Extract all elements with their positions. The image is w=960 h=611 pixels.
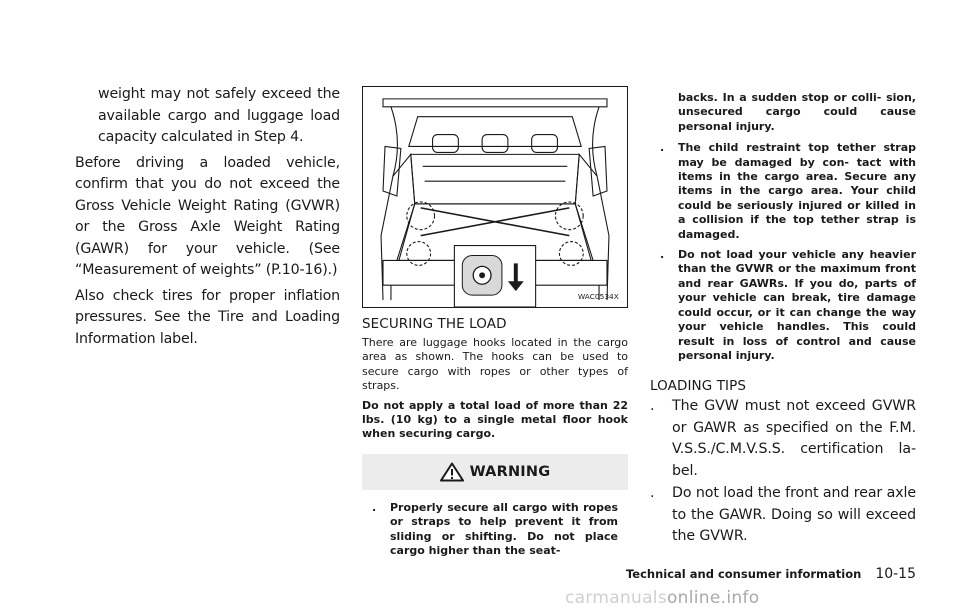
warning-item xyxy=(650,248,916,363)
figure-code: WAC0534X xyxy=(577,292,619,302)
column-middle xyxy=(362,0,628,563)
warning-item xyxy=(650,141,916,242)
hooks-paragraph: There are luggage hooks located in the cargo area as shown. The hooks can be used to secure cargo with ropes or other types of straps. xyxy=(362,336,628,393)
warning-item-text: Do not load your vehicle any heavier than the GVWR or the maximum front and rear GAWRs. If you do, parts of your vehicle can break, tire damage could occur, or it can change the way your vehicle handles. This could result in loss of control and cause personal injury. xyxy=(678,248,916,362)
tip-item xyxy=(650,396,916,482)
bullet-dot: . xyxy=(660,248,665,262)
page-number: 10-15 xyxy=(875,566,916,582)
watermark-part2: online.info xyxy=(666,588,760,608)
warning-triangle-icon xyxy=(440,462,464,482)
gvwr-paragraph: Before driving a loaded vehicle, confirm that you do not exceed the Gross Vehicle Weight Rating (GVWR) or the Gross Axle Weight Rating (GAWR) for your vehicle. (See “Measurement of weights” (P.10-16).) xyxy=(75,154,340,278)
watermark-part1: carmanuals xyxy=(565,588,667,608)
page-footer xyxy=(626,566,916,582)
securing-load-heading: SECURING THE LOAD xyxy=(362,316,507,332)
warning-continuation: backs. In a sudden stop or colli- sion, unsecured cargo could cause personal injury. xyxy=(678,91,916,133)
bullet-dot: . xyxy=(372,500,377,514)
column-right xyxy=(650,0,916,549)
warning-list xyxy=(362,501,628,559)
tip-item xyxy=(650,483,916,548)
column-left xyxy=(75,0,340,350)
tip-item-text: The GVW must not exceed GVWR or GAWR as specified on the F.M. V.S.S./C.M.V.S.S. certification la- bel. xyxy=(672,398,916,479)
tip-item-text: Do not load the front and rear axle to the GAWR. Doing so will exceed the GVWR. xyxy=(672,485,916,545)
warning-label: WARNING xyxy=(469,463,551,480)
hook-load-limit-note: Do not apply a total load of more than 22 lbs. (10 kg) to a single metal floor hook when securing cargo. xyxy=(362,398,628,441)
bullet-dot: . xyxy=(650,485,655,502)
warning-banner xyxy=(362,454,628,490)
watermark xyxy=(565,588,759,608)
bullet-dot: . xyxy=(650,398,655,415)
tire-pressure-paragraph: Also check tires for proper inflation pressures. See the Tire and Loading Information label. xyxy=(75,287,340,347)
loading-tips-heading: LOADING TIPS xyxy=(650,378,747,395)
warning-item xyxy=(362,501,628,559)
loading-tips-list xyxy=(650,396,916,548)
bullet-dot: . xyxy=(660,141,665,155)
warning-item-text: Properly secure all cargo with ropes or straps to help prevent it from sliding or shifting. Do not place cargo higher than the seat- xyxy=(390,500,618,558)
warning-list-continued xyxy=(650,141,916,363)
section-title: Technical and consumer information xyxy=(625,567,862,581)
warning-item-text: The child restraint top tether strap may be damaged by con- tact with items in the cargo area. Secure any items in the cargo area. Your child could be seriously injured or killed in a collision if the top tether strap is damaged. xyxy=(678,141,916,241)
continued-paragraph: weight may not safely exceed the available cargo and luggage load capacity calculated in Step 4. xyxy=(98,86,340,145)
